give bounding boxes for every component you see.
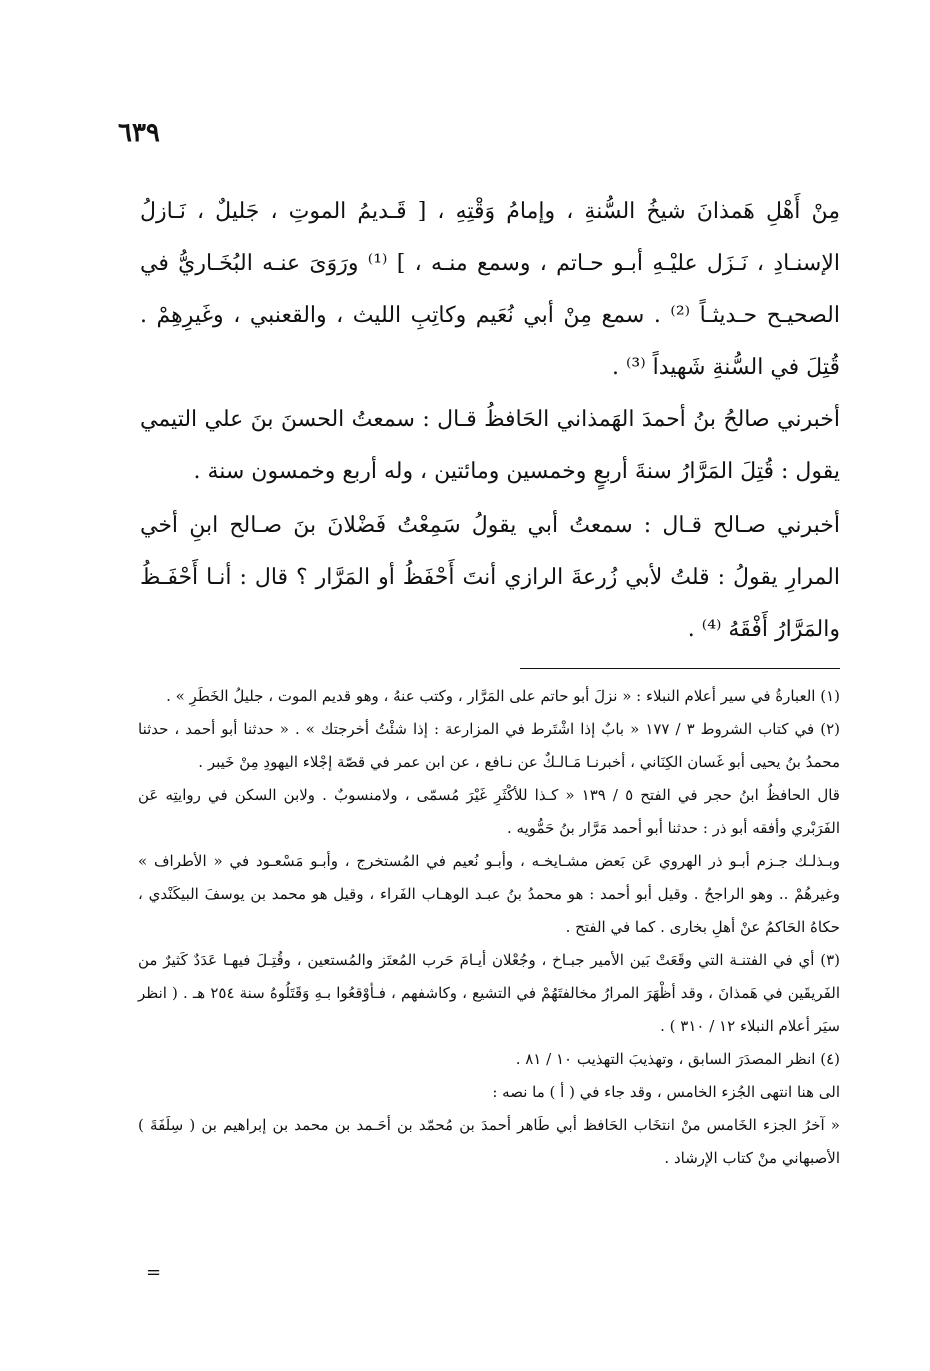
footnote-text: العبارةُ في سير أعلام النبلاء : « نزلَ أبو حاتم على المَرَّار ، وكتب عنهُ ، وهو قديم الموت ، جليلُ الخَطَرِ » . [166, 687, 816, 705]
footnote-text: وبـذلـك جـزم أبـو ذر الهروي عَن بَعض مشـايخـه ، وأبـو نُعيم في المُستخرج ، وأبـو مَسْعـود في « الأطراف » وغيرهُمْ .. وهو الراجحُ . وقيل أبو أحمد : هو محمدُ بنُ عبـد الوهـاب الفَراء ، وقيل هو محمد بن يوسفَ البيكَنْدي ، حكاهُ الحَاكمُ عنْ أهلِ بخارى . كما في الفتح . [138, 852, 840, 936]
footnote [138, 1109, 840, 1175]
footnote-text: انظر المصدَرَ السابق ، وتهذيبَ التهذيب ١٠ / ٨١ . [515, 1050, 816, 1068]
main-paragraph: أخبرني صـالح قـال : سمعتُ أبي يقولُ سَمِعْتُ فَضْلانَ بنَ صـالح ابنِ أخي المرارِ يقولُ : قلتُ لأبي زُرعةَ الرازي أنتَ أَحْفَظُ أو المَرَّار ؟ قال : أنـا أَحْفَـظُ والمَرَّارُ أَفْقَهُ ⁽⁴⁾ . [140, 513, 840, 642]
main-paragraph: أخبرني صالحُ بنُ أحمدَ الهَمذاني الحَافظُ قـال : سمعتُ الحسنَ بنَ علي التيمي يقول : قُتِلَ المَرَّارُ سنةَ أربعٍ وخمسين ومائتين ، وله أربع وخمسون سنة . [140, 407, 840, 484]
footnote-label: (٣) [820, 951, 840, 969]
footnote-label: (٢) [820, 720, 840, 738]
footnotes-block [138, 680, 840, 1175]
footnote-text: في كتاب الشروط ٣ / ١٧٧ « بابٌ إذا اشْتَرط في المزارعة : إذا شئْتُ أخرجتك » . « حدثنا أبو أحمد ، حدثنا محمدُ بنُ يحيى أبو غَسان الكِنَاني ، أخبرنـا مَـالـكٌ عن نـافع ، عن ابن عمر في قصّة إجْلاء اليهودِ مِنْ خَيبر . [138, 720, 840, 771]
footnote [138, 1076, 840, 1109]
footnote [138, 713, 840, 779]
footnote-separator [520, 668, 840, 669]
page-number: ٦٣٩ [118, 118, 160, 148]
footnote-label: (٤) [820, 1050, 840, 1068]
footnote-text: « آخرُ الجزء الخَامس منْ انتخَاب الحَافظ أبي طَاهر أحمدَ بن مُحمّد بن أحَـمد بن محمد بن إبراهيم بن ( سِلَفَةَ ) الأصبهاني منْ كتاب الإرشاد . [138, 1116, 840, 1167]
footnote-label: (١) [820, 687, 840, 705]
footnote-text: قال الحافظُ ابنُ حجر في الفتح ٥ / ١٣٩ « كـذا للأكْثَرِ غَيْرَ مُسمّى ، ولامنسوبٌ . ولابن السكن في روايتِه عَن الفَرَبْري وأفقه أبو ذر : حدثنا أبو أحمد مَرَّار بنُ حَمُّويه . [138, 786, 840, 837]
main-paragraph: مِنْ أَهْلِ هَمذانَ شيخُ السُّنةِ ، وإمامُ وَقْتِهِ ، [ قَـديمُ الموتِ ، جَليلٌ ، نَـازلُ الإسنـادِ ، نَـزَل عليْـهِ أبـو حـاتم ، وسمع منـه ، ] ⁽¹⁾ ورَوَىَ عنـه البُخَـاريُّ في الصحيـح حـديثـاً ⁽²⁾ . سمع مِنْ أبي نُعَيم وكاتِبِ الليث ، والقعنبي ، وغَيرِهِمْ . قُتِلَ في السُّنةِ شَهيداً ⁽³⁾ . [140, 199, 841, 380]
footnote [138, 680, 840, 713]
footnote [138, 845, 840, 944]
footnote-text: الى هنا انتهى الجُزء الخامس ، وقد جاء في ( أ ) ما نصه : [492, 1083, 840, 1101]
footnote [138, 944, 840, 1043]
footnote-text: أي في الفتنـة التي وقَعَتْ بَين الأمير جبـاخ ، وجُعْلان أيـامَ حَرب المُعتَز والمُستعين ، وقُتِـلَ فيهـا عَدَدٌ كَثيرٌ من الفَريقَين في هَمذانَ ، وقد أظْهَرَ المرارُ مخالفتَهُمْ في التشيع ، وكاشفهم ، فـأوْقعُوا بـهِ وَقَتَلُوهُ سنة ٢٥٤ هـ . ( انظر سيَر أعلام النبلاء ١٢ / ٣١٠ ) . [138, 951, 840, 1035]
footnote [138, 779, 840, 845]
continuation-mark: = [146, 1262, 162, 1283]
footnote [138, 1043, 840, 1076]
